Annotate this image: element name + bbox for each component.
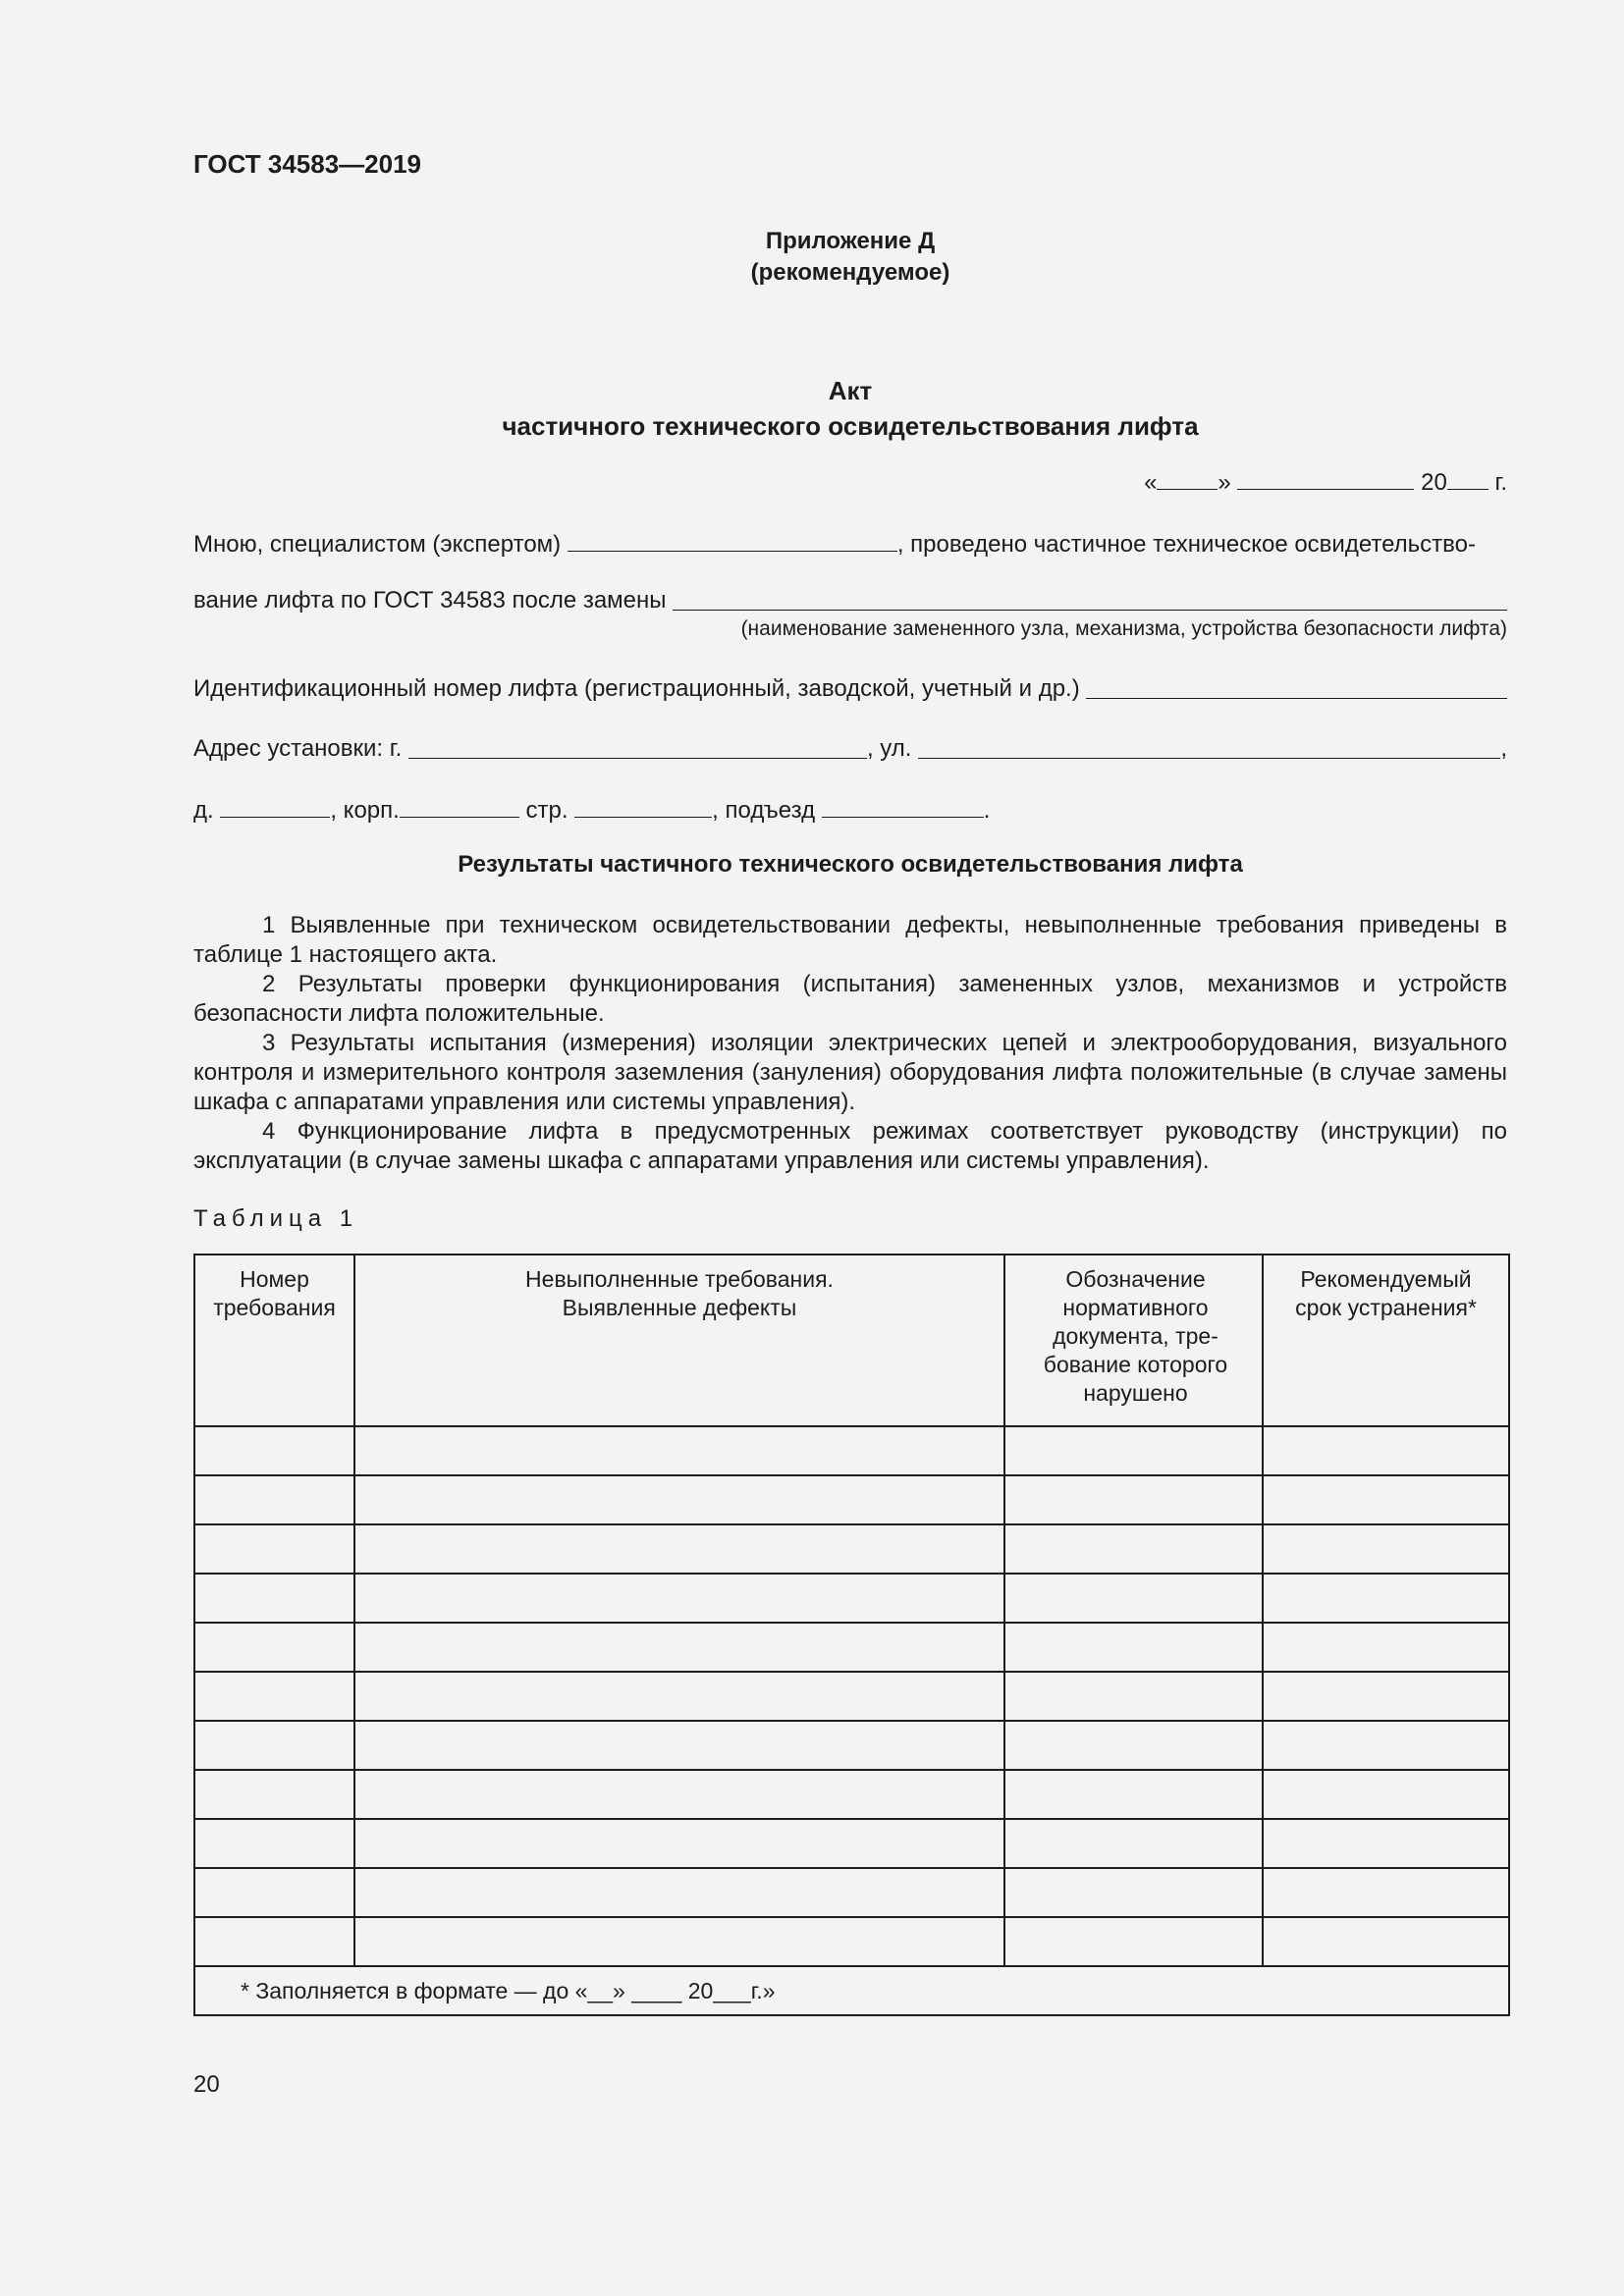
act-heading [193, 373, 1507, 444]
table-cell[interactable] [354, 1917, 1004, 1966]
date-open-quote: « [1144, 469, 1158, 496]
table-cell[interactable] [1263, 1475, 1509, 1524]
result-item-3: 3 Результаты испытания (измерения) изоляции электрических цепей и электрооборудования, визуального контроля и измерительного контроля заземления (зануления) оборудования лифта положительные (в случае замены шкафа с аппаратами управления или системы управления). [193, 1030, 1507, 1115]
table-cell[interactable] [194, 1426, 354, 1475]
house-label: д. [193, 797, 214, 824]
table-cell[interactable] [354, 1770, 1004, 1819]
table-cell[interactable] [354, 1475, 1004, 1524]
table-label: Таблица 1 [193, 1205, 359, 1232]
result-item-2: 2 Результаты проверки функционирования (испытания) замененных узлов, механизмов и устройств безопасности лифта положительные. [193, 971, 1507, 1027]
specialist-label: Мною, специалистом (экспертом) [193, 531, 562, 558]
table-header-row [194, 1255, 1509, 1426]
result-item-1: 1 Выявленные при техническом освидетельствовании дефекты, невыполненные требования приведены в таблице 1 настоящего акта. [193, 912, 1507, 968]
id-line [193, 674, 1507, 704]
table-cell[interactable] [1004, 1574, 1263, 1623]
table-cell[interactable] [194, 1672, 354, 1721]
appendix-title: Приложение Д [765, 228, 936, 254]
replaced-unit-field[interactable] [673, 586, 1507, 611]
specialist-name-field[interactable] [568, 527, 897, 552]
table-cell[interactable] [194, 1475, 354, 1524]
house-line [193, 793, 1507, 826]
table-cell[interactable] [1004, 1721, 1263, 1770]
address-street-label: , ул. [866, 735, 912, 762]
table-row [194, 1574, 1509, 1623]
table-cell[interactable] [1263, 1623, 1509, 1672]
date-month-field[interactable] [1237, 465, 1414, 490]
table-footnote: * Заполняется в формате — до «__» ____ 20___г.» [194, 1966, 1509, 2015]
table-cell[interactable] [1004, 1770, 1263, 1819]
korp-field[interactable] [400, 793, 519, 818]
table-cell[interactable] [1004, 1672, 1263, 1721]
table-row [194, 1868, 1509, 1917]
date-day-field[interactable] [1157, 465, 1218, 490]
table-cell[interactable] [194, 1524, 354, 1574]
date-year-suffix: г. [1494, 469, 1507, 496]
table-row [194, 1819, 1509, 1868]
date-line [193, 465, 1507, 498]
results-heading: Результаты частичного технического освидетельствования лифта [458, 851, 1243, 878]
date-year-field[interactable] [1447, 465, 1489, 490]
table-row [194, 1917, 1509, 1966]
table-cell[interactable] [194, 1868, 354, 1917]
table-cell[interactable] [1263, 1917, 1509, 1966]
defects-table [193, 1254, 1510, 2016]
table-cell[interactable] [194, 1819, 354, 1868]
korp-label: , корп. [330, 797, 400, 824]
page-number: 20 [193, 2071, 220, 2098]
table-cell[interactable] [1263, 1770, 1509, 1819]
table-cell[interactable] [354, 1819, 1004, 1868]
address-line [193, 734, 1507, 764]
table-cell[interactable] [354, 1524, 1004, 1574]
appendix-status: (рекомендуемое) [750, 259, 950, 286]
replacement-caption: (наименование замененного узла, механизма, устройства безопасности лифта) [740, 617, 1507, 640]
house-field[interactable] [220, 793, 330, 818]
results-list [193, 911, 1507, 1176]
table-row [194, 1721, 1509, 1770]
table-cell[interactable] [194, 1721, 354, 1770]
table-cell[interactable] [1263, 1426, 1509, 1475]
table-cell[interactable] [1263, 1868, 1509, 1917]
table-cell[interactable] [1263, 1721, 1509, 1770]
id-label: Идентификационный номер лифта (регистрационный, заводской, учетный и др.) [193, 675, 1080, 702]
table-cell[interactable] [1004, 1475, 1263, 1524]
table-footnote-row [194, 1966, 1509, 2015]
table-cell[interactable] [1004, 1917, 1263, 1966]
act-title: Акт [828, 376, 873, 405]
table-cell[interactable] [194, 1623, 354, 1672]
table-cell[interactable] [1263, 1672, 1509, 1721]
table-cell[interactable] [1263, 1524, 1509, 1574]
table-cell[interactable] [1004, 1819, 1263, 1868]
id-number-field[interactable] [1086, 674, 1507, 699]
header-normative-document: Обозначение нормативного документа, тре-бование которого нарушено [1004, 1255, 1263, 1426]
entrance-field[interactable] [822, 793, 984, 818]
table-cell[interactable] [1004, 1524, 1263, 1574]
table-cell[interactable] [354, 1868, 1004, 1917]
table-cell[interactable] [194, 1770, 354, 1819]
document-code: ГОСТ 34583—2019 [193, 149, 421, 179]
table-cell[interactable] [1004, 1426, 1263, 1475]
str-field[interactable] [574, 793, 712, 818]
date-year-prefix: 20 [1421, 469, 1447, 496]
table-cell[interactable] [1004, 1868, 1263, 1917]
result-item-4: 4 Функционирование лифта в предусмотренных режимах соответствует руководству (инструкции) по эксплуатации (в случае замены шкафа с аппаратами управления или системы управления). [193, 1118, 1507, 1174]
specialist-line [193, 527, 1507, 560]
table-cell[interactable] [1263, 1819, 1509, 1868]
table-cell[interactable] [354, 1672, 1004, 1721]
table-row [194, 1623, 1509, 1672]
table-row [194, 1475, 1509, 1524]
address-city-field[interactable] [408, 734, 867, 759]
act-subtitle: частичного технического освидетельствования лифта [502, 411, 1199, 441]
table-cell[interactable] [194, 1574, 354, 1623]
table-row [194, 1426, 1509, 1475]
address-street-field[interactable] [918, 734, 1500, 759]
header-requirement-number: Номер требования [194, 1255, 354, 1426]
str-label: стр. [525, 797, 568, 824]
address-city-label: Адрес установки: г. [193, 735, 403, 762]
house-line-end: . [983, 797, 991, 824]
table-row [194, 1672, 1509, 1721]
table-cell[interactable] [1004, 1623, 1263, 1672]
specialist-suffix: , проведено частичное техническое освидетельство- [896, 531, 1476, 558]
table-cell[interactable] [1263, 1574, 1509, 1623]
table-row [194, 1524, 1509, 1574]
header-defects: Невыполненные требования. Выявленные дефекты [354, 1255, 1004, 1426]
table-cell[interactable] [354, 1426, 1004, 1475]
table-cell[interactable] [194, 1917, 354, 1966]
address-end: , [1500, 735, 1507, 762]
header-deadline: Рекомендуемый срок устранения* [1263, 1255, 1509, 1426]
appendix-heading [193, 226, 1507, 289]
table-cell[interactable] [354, 1623, 1004, 1672]
date-close-quote: » [1218, 469, 1231, 496]
replacement-label: вание лифта по ГОСТ 34583 после замены [193, 587, 667, 614]
table-cell[interactable] [354, 1721, 1004, 1770]
entrance-label: , подъезд [712, 797, 816, 824]
table-row [194, 1770, 1509, 1819]
replacement-line [193, 586, 1507, 615]
table-cell[interactable] [354, 1574, 1004, 1623]
